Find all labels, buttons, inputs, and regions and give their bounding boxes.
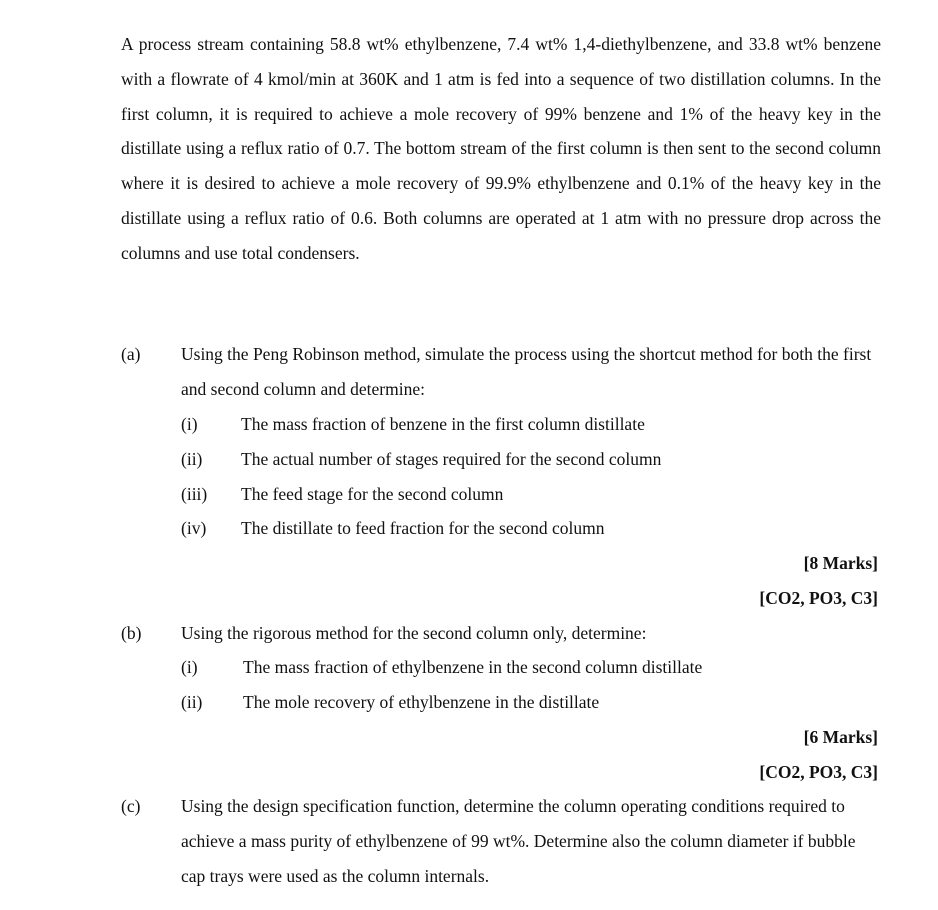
part-b-item-2-text: The mole recovery of ethylbenzene in the distillate	[243, 692, 600, 712]
part-a-label: (a)	[121, 344, 141, 364]
problem-statement: A process stream containing 58.8 wt% ethylbenzene, 7.4 wt% 1,4-diethylbenzene, and 33.8 wt% benzene with a flowrate of 4 kmol/min at 360K and 1 atm is fed into a sequence of two distillation columns. In the first column, it is required to achieve a mole recovery of 99% benzene and 1% of the heavy key in the distillate using a reflux ratio of 0.7. The bottom stream of the first column is then sent to the second column where it is desired to achieve a mole recovery of 99.9% ethylbenzene and 0.1% of the heavy key in the distillate using a reflux ratio of 0.6. Both columns are operated at 1 atm with no pressure drop across the columns and use total condensers.	[121, 34, 881, 263]
part-a-item-1-text: The mass fraction of benzene in the first column distillate	[241, 414, 645, 434]
part-b-label: (b)	[121, 623, 142, 643]
part-a-item-1-label: (i)	[181, 414, 198, 434]
part-a-item-4-label: (iv)	[181, 518, 207, 538]
part-b-item-1-text: The mass fraction of ethylbenzene in the second column distillate	[243, 657, 703, 677]
part-a-item-2-label: (ii)	[181, 449, 203, 469]
part-a-marks: [8 Marks]	[803, 553, 878, 573]
part-b-item-2-label: (ii)	[181, 692, 203, 712]
part-a-outcomes: [CO2, PO3, C3]	[759, 588, 878, 608]
part-a-item-3-label: (iii)	[181, 484, 208, 504]
part-c-text: Using the design specification function, determine the column operating conditions required to achieve a mass purity of ethylbenzene of 99 wt%. Determine also the column diameter if bubble cap trays were used as the column internals.	[181, 796, 856, 886]
part-a-item-4-text: The distillate to feed fraction for the second column	[241, 518, 605, 538]
part-b-item-1-label: (i)	[181, 657, 198, 677]
part-a-text: Using the Peng Robinson method, simulate the process using the shortcut method for both the first and second column and determine:	[181, 344, 872, 399]
part-b-text: Using the rigorous method for the second column only, determine:	[181, 623, 647, 643]
part-a-item-3-text: The feed stage for the second column	[241, 484, 504, 504]
part-b-marks: [6 Marks]	[803, 727, 878, 747]
part-b-outcomes: [CO2, PO3, C3]	[759, 762, 878, 782]
part-a-item-2-text: The actual number of stages required for the second column	[241, 449, 662, 469]
part-c-label: (c)	[121, 796, 141, 816]
